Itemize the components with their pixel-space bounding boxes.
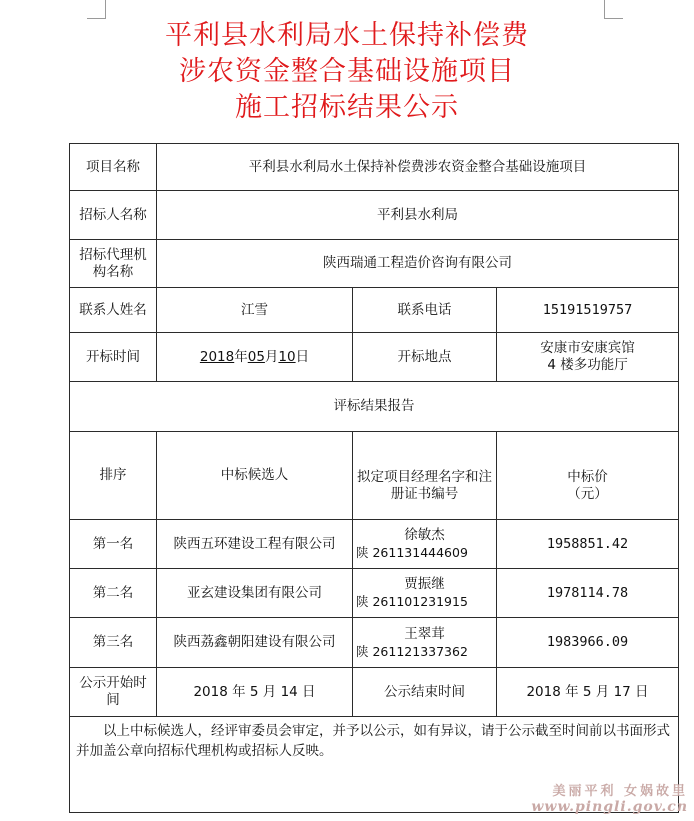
candidate-company: 亚玄建设集团有限公司 [157, 569, 353, 618]
candidate-manager [353, 520, 497, 569]
row-agency [70, 240, 679, 288]
manager-name: 徐敏杰 [404, 527, 445, 543]
candidate-rank: 第一名 [70, 520, 157, 569]
open-day: 10 [278, 348, 296, 365]
header-price-unit: （元） [567, 485, 608, 502]
header-candidate: 中标候选人 [157, 432, 353, 520]
candidate-rank: 第三名 [70, 618, 157, 668]
manager-cert: 陕 261121337362 [356, 643, 468, 659]
open-month: 05 [247, 348, 265, 365]
contact-value: 江雪 [157, 288, 353, 333]
crop-mark-top-left [87, 0, 106, 19]
manager-name: 贾振继 [404, 576, 445, 592]
open-place-label: 开标地点 [353, 333, 497, 382]
header-price-label: 中标价 [567, 468, 608, 485]
site-watermark [531, 780, 688, 815]
candidate-rank: 第二名 [70, 569, 157, 618]
publicity-start-value: 2018 年 5 月 14 日 [157, 668, 353, 717]
candidate-manager [353, 618, 497, 668]
agency-value: 陕西瑞通工程造价咨询有限公司 [157, 240, 679, 288]
open-place-line-1: 安康市安康宾馆 [540, 340, 635, 356]
row-opening [70, 333, 679, 382]
open-place-value [497, 333, 679, 382]
contact-label: 联系人姓名 [70, 288, 157, 333]
agency-label: 招标代理机构名称 [70, 240, 157, 288]
project-name-label: 项目名称 [70, 144, 157, 191]
tender-result-table [69, 143, 679, 813]
candidate-price: 1958851.42 [497, 520, 679, 569]
open-place-line-2: 4 楼多功能厅 [547, 357, 628, 373]
row-headers [70, 432, 679, 520]
table-row [70, 569, 679, 618]
report-heading: 评标结果报告 [70, 382, 679, 432]
open-year: 2018 [199, 348, 235, 365]
manager-name: 王翠茸 [404, 625, 445, 642]
header-rank: 排序 [70, 432, 157, 520]
title-line-1: 平利县水利局水土保持补偿费 [165, 20, 529, 51]
day-char: 日 [295, 348, 310, 365]
title-line-3: 施工招标结果公示 [235, 92, 459, 123]
tenderer-label: 招标人名称 [70, 191, 157, 240]
manager-cert: 陕 261131444609 [356, 545, 468, 560]
candidate-company: 陕西荔鑫朝阳建设有限公司 [157, 618, 353, 668]
candidate-price: 1983966.09 [497, 618, 679, 668]
watermark-slogan: 美丽平利 女娲故里 [552, 784, 688, 799]
row-contact [70, 288, 679, 333]
candidate-manager [353, 569, 497, 618]
row-tenderer [70, 191, 679, 240]
project-name-value: 平利县水利局水土保持补偿费涉农资金整合基础设施项目 [157, 144, 679, 191]
candidate-company: 陕西五环建设工程有限公司 [157, 520, 353, 569]
header-price [497, 432, 679, 520]
publicity-end-value: 2018 年 5 月 17 日 [497, 668, 679, 717]
row-publicity [70, 668, 679, 717]
watermark-url: www.pingli.gov.cn [531, 799, 688, 815]
manager-cert: 陕 261101231915 [356, 594, 468, 609]
phone-label: 联系电话 [353, 288, 497, 333]
table-row [70, 520, 679, 569]
candidate-price: 1978114.78 [497, 569, 679, 618]
document-title [0, 18, 694, 126]
crop-mark-top-right [604, 0, 623, 19]
title-line-2: 涉农资金整合基础设施项目 [179, 56, 515, 87]
objection-note: 以上中标候选人，经评审委员会审定，并予以公示，如有异议，请于公示截至时间前以书面形式并加盖公章向招标代理机构或招标人反映。 [70, 717, 679, 813]
row-report-heading [70, 382, 679, 432]
table-row [70, 618, 679, 668]
publicity-end-label: 公示结束时间 [353, 668, 497, 717]
publicity-start-label: 公示开始时间 [70, 668, 157, 717]
phone-value: 15191519757 [497, 288, 679, 333]
open-time-value [157, 333, 353, 382]
month-char: 月 [264, 348, 279, 365]
tenderer-value: 平利县水利局 [157, 191, 679, 240]
open-time-label: 开标时间 [70, 333, 157, 382]
year-char: 年 [234, 348, 248, 365]
row-project [70, 144, 679, 191]
header-manager: 拟定项目经理名字和注册证书编号 [353, 432, 497, 520]
